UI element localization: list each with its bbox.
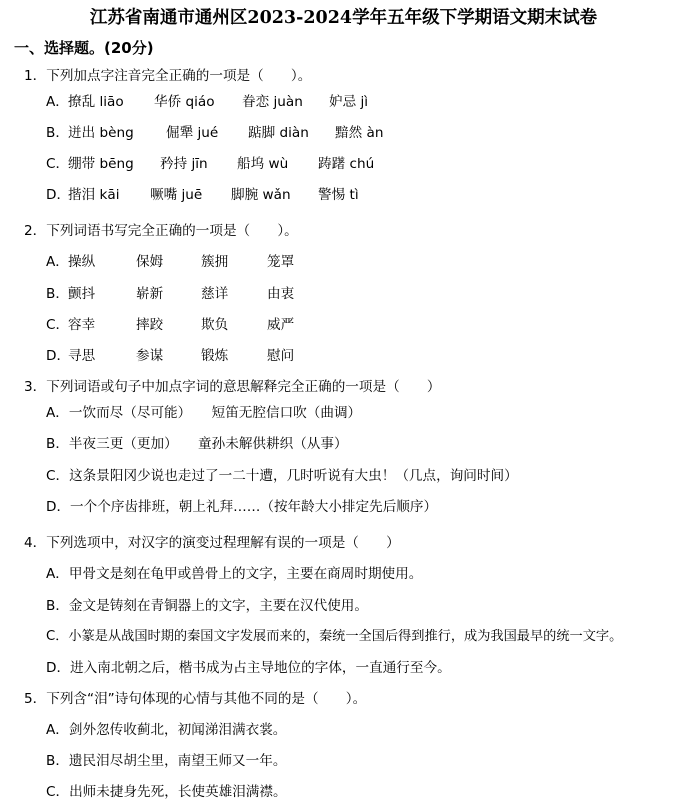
q1-option-a-item: 妒忌 jì [329,94,369,110]
q1-option-c-letter: C． [46,156,70,172]
question-2-stem: 2．下列词语书写完全正确的一项是（ ）。 [24,223,298,239]
q2-option-b-item: 颤抖 [68,286,96,302]
q1-option-a-letter: A． [46,94,69,110]
q5-option-a: A．剑外忽传收蓟北，初闻涕泪满衣裳。 [46,722,287,738]
q2-option-b-letter: B． [46,286,69,302]
q3-option-c: C．这条景阳冈少说也走过了一二十遭，几时听说有大虫！（几点，询问时间） [46,468,518,484]
section-heading: 一、选择题。(20分) [14,39,154,57]
q2-option-d-item: 慰问 [267,348,295,364]
q4-option-d: D．进入南北朝之后，楷书成为占主导地位的字体，一直通行至今。 [46,660,451,676]
q3-option-b: B．半夜三更（更加） 童孙未解供耕织（从事） [46,436,348,452]
q1-option-d-item: 脚腕 wǎn [231,187,291,203]
q1-option-d-item: 揩泪 kāi [68,187,120,203]
q1-option-c-item: 矜持 jīn [160,156,208,172]
q2-option-a-item: 簇拥 [201,254,229,270]
q2-option-d-item: 寻思 [68,348,96,364]
question-4-stem: 4．下列选项中，对汉字的演变过程理解有误的一项是（ ） [24,535,400,551]
q2-option-d-item: 锻炼 [201,348,229,364]
q1-option-a-item: 眷恋 juàn [242,94,303,110]
q1-option-c-item: 船坞 wù [237,156,289,172]
q2-option-d-letter: D． [46,348,71,364]
q5-option-b: B．遗民泪尽胡尘里，南望王师又一年。 [46,753,287,769]
q1-option-d-item: 噘嘴 juē [150,187,203,203]
q2-option-b-item: 由衷 [267,286,295,302]
q1-option-a-item: 华侨 qiáo [154,94,215,110]
q2-option-b-item: 慈详 [201,286,229,302]
q2-option-a-item: 操纵 [68,254,96,270]
q1-option-b-letter: B． [46,125,69,141]
question-3-stem: 3．下列词语或句子中加点字词的意思解释完全正确的一项是（ ） [24,379,441,395]
q1-option-b-item: 迸出 bèng [68,125,134,141]
q4-option-b: B．金文是铸刻在青铜器上的文字，主要在汉代使用。 [46,598,368,614]
q2-option-c-item: 容幸 [68,317,96,333]
q2-option-a-item: 笼罩 [267,254,295,270]
q1-option-b-item: 黯然 àn [335,125,384,141]
q2-option-c-item: 摔跤 [136,317,164,333]
q5-option-c: C．出师未捷身先死，长使英雄泪满襟。 [46,784,287,800]
q3-option-d: D．一个个序齿排班，朝上礼拜……（按年龄大小排定先后顺序） [46,499,438,515]
q1-option-a-item: 撩乱 liāo [68,94,124,110]
q4-option-a: A．甲骨文是刻在龟甲或兽骨上的文字，主要在商周时期使用。 [46,566,423,582]
page-title: 江苏省南通市通州区2023-2024学年五年级下学期语文期末试卷 [89,8,598,28]
q1-option-b-item: 踮脚 diàn [248,125,309,141]
q2-option-b-item: 崭新 [136,286,164,302]
q1-option-c-item: 踌躇 chú [318,156,375,172]
q1-option-c-item: 绷带 bēng [68,156,134,172]
q2-option-d-item: 参谋 [136,348,164,364]
q3-option-a: A．一饮而尽（尽可能） 短笛无腔信口吹（曲调） [46,405,362,421]
q1-option-d-letter: D． [46,187,71,203]
q2-option-c-item: 威严 [267,317,295,333]
q2-option-a-letter: A． [46,254,69,270]
question-5-stem: 5．下列含“泪”诗句体现的心情与其他不同的是（ ）。 [24,691,367,707]
q2-option-a-item: 保姆 [136,254,164,270]
q1-option-d-item: 警惕 tì [318,187,359,203]
question-1-stem: 1．下列加点字注音完全正确的一项是（ ）。 [24,68,312,84]
q2-option-c-item: 欺负 [201,317,229,333]
q1-option-b-item: 倔犟 jué [166,125,219,141]
q4-option-c: C．小篆是从战国时期的秦国文字发展而来的，秦统一全国后得到推行，成为我国最早的统一文字。 [46,629,623,644]
q2-option-c-letter: C． [46,317,70,333]
